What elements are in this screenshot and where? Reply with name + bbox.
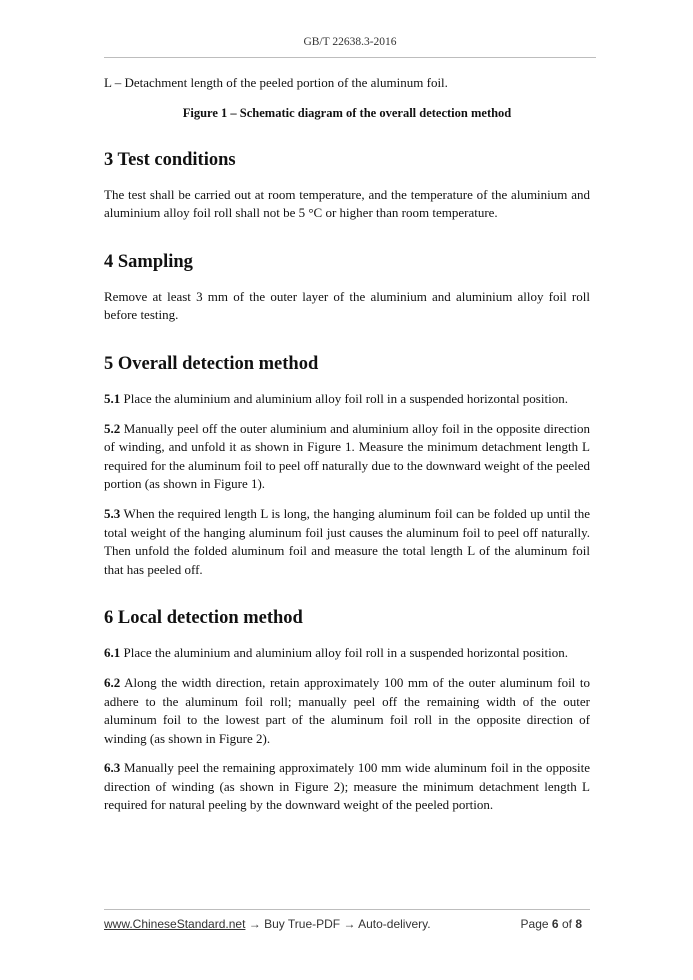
clause-number: 6.3 xyxy=(104,760,121,776)
section-4-heading: 4 Sampling xyxy=(104,251,193,272)
section-4-text: Remove at least 3 mm of the outer layer of the aluminium and aluminium alloy foil roll before testing. xyxy=(104,288,590,323)
footer-rule xyxy=(104,909,590,910)
clause-5-1 xyxy=(104,390,590,409)
footer-site-link[interactable]: www.ChineseStandard.net xyxy=(104,917,246,931)
clause-text: Along the width direction, retain approximately 100 mm of the outer aluminum foil to adhere to the aluminum foil roll; manually peel off the remaining width of the outer aluminum foil to the lowest part of the aluminum foil roll in the opposite direction of winding (as shown in Figure 2). xyxy=(104,674,590,746)
footer-promo xyxy=(104,917,431,931)
header-doc-id: GB/T 22638.3-2016 xyxy=(303,36,397,48)
clause-6-3 xyxy=(104,759,590,815)
clause-text: Manually peel the remaining approximately 100 mm wide aluminum foil in the opposite direction of winding (as shown in Figure 2); measure the minimum detachment length L required for natural peeling by the downward weight of the peeled portion. xyxy=(104,760,591,813)
clause-text: When the required length L is long, the hanging aluminum foil can be folded up until the total weight of the hanging aluminum foil just causes the aluminum foil to peel off naturally. Then unfold the folded aluminum foil and measure the total length L of the aluminum foil that has peeled off. xyxy=(104,505,590,577)
figure-caption: Figure 1 – Schematic diagram of the overall detection method xyxy=(182,105,512,120)
clause-5-2 xyxy=(104,420,590,494)
clause-number: 6.1 xyxy=(104,645,121,661)
header-rule xyxy=(104,57,596,58)
clause-text: Manually peel off the outer aluminium and aluminium alloy foil in the opposite direction of winding, and unfold it as shown in Figure 1. Measure the minimum detachment length L required for the aluminum foil to peel off naturally due to the downward weight of the peeled portion (as shown in Figure 1). xyxy=(104,420,591,492)
page-number: 6 xyxy=(551,917,559,931)
total-pages: 8 xyxy=(575,917,582,931)
footer-page-counter xyxy=(521,917,582,931)
clause-text: Place the aluminium and aluminium alloy foil roll in a suspended horizontal position. xyxy=(123,645,568,661)
figure-legend-line: L – Detachment length of the peeled portion of the aluminum foil. xyxy=(104,75,448,90)
section-5-heading: 5 Overall detection method xyxy=(104,353,319,374)
clause-number: 6.2 xyxy=(104,674,121,690)
clause-text: Place the aluminium and aluminium alloy foil roll in a suspended horizontal position. xyxy=(123,390,568,406)
page-label: Page xyxy=(520,917,549,931)
clause-number: 5.2 xyxy=(104,420,121,436)
clause-6-1 xyxy=(104,644,590,663)
clause-number: 5.1 xyxy=(104,390,121,406)
footer-promo-text: → Buy True-PDF → Auto-delivery. xyxy=(245,917,431,931)
section-3-text: The test shall be carried out at room temperature, and the temperature of the aluminium and aluminium alloy foil roll shall not be 5 °C or higher than room temperature. xyxy=(104,186,590,221)
clause-5-3 xyxy=(104,505,590,579)
section-6-heading: 6 Local detection method xyxy=(104,608,303,629)
clause-6-2 xyxy=(104,674,590,748)
page-content xyxy=(104,74,590,815)
section-3-heading: 3 Test conditions xyxy=(104,149,236,170)
of-label: of xyxy=(561,917,572,931)
clause-number: 5.3 xyxy=(104,505,121,521)
